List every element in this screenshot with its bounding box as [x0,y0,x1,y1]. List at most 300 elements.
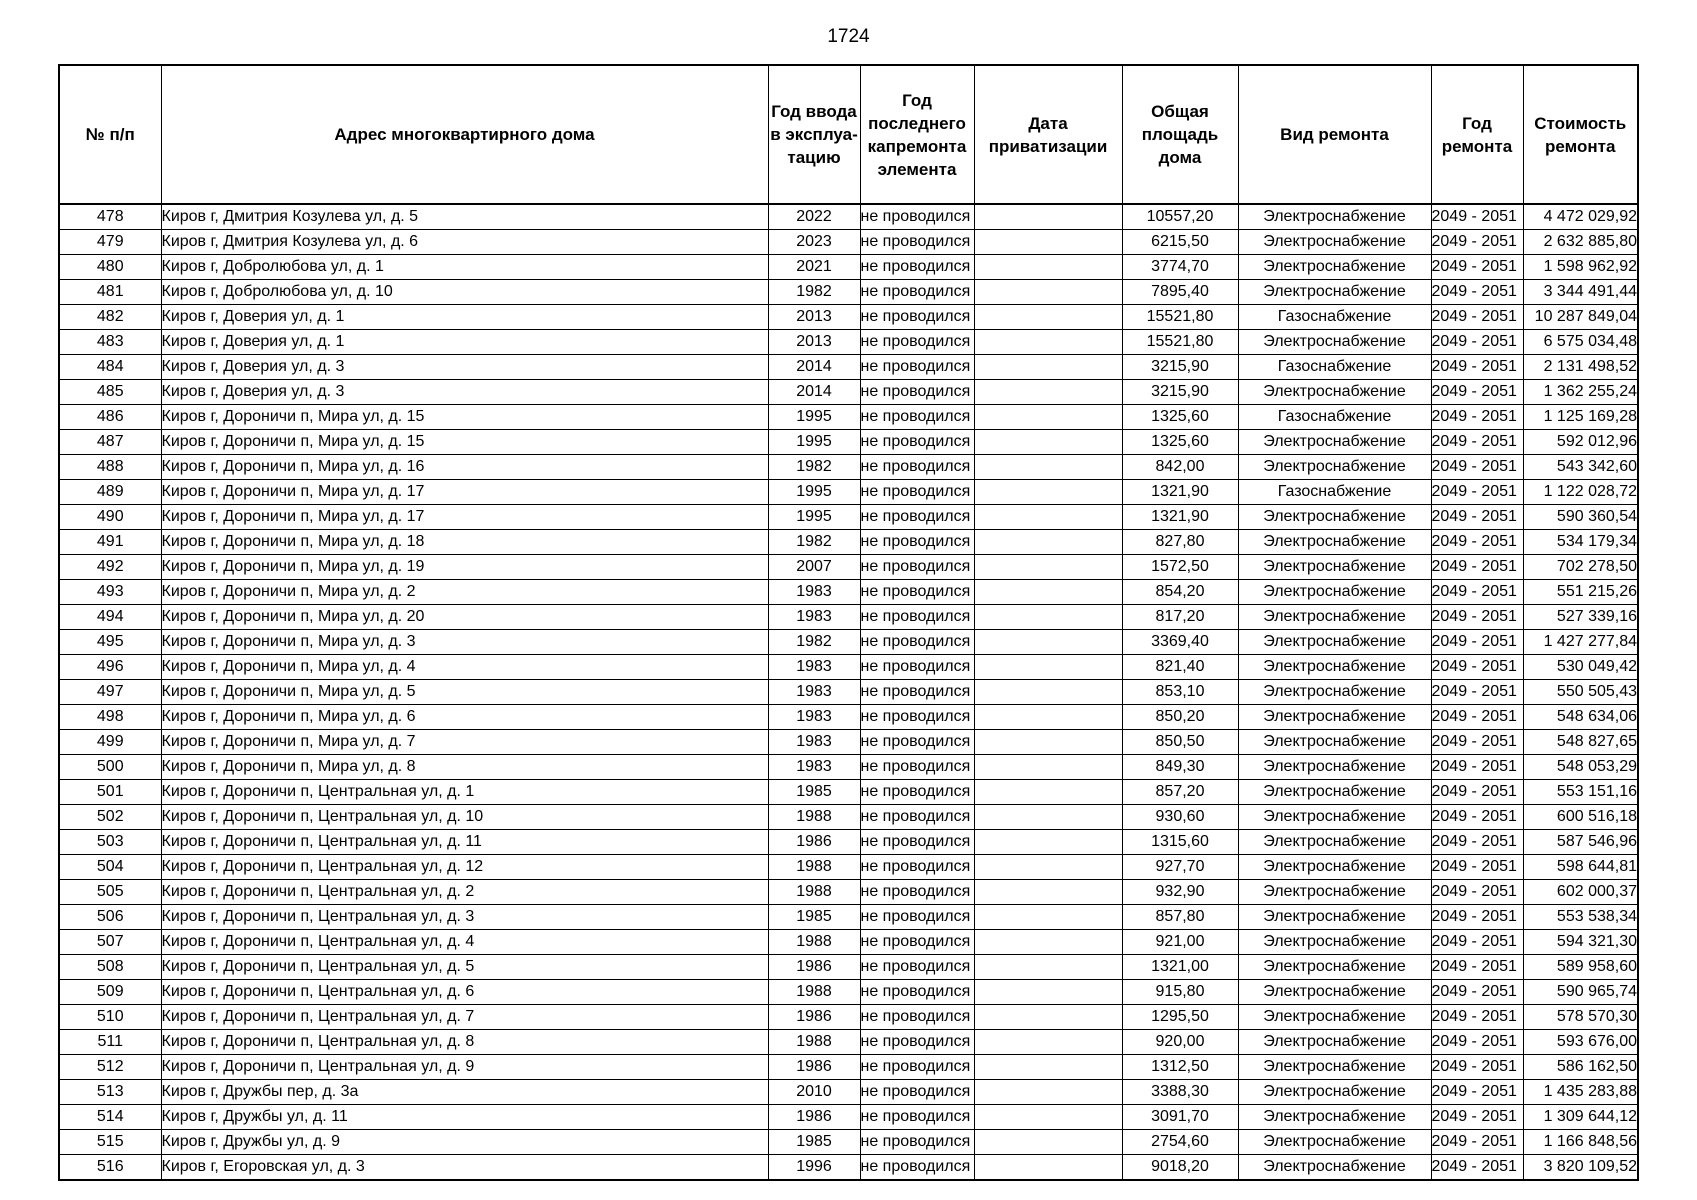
cell-privatization [974,204,1122,230]
cell-repair-period: 2049 - 2051 [1431,430,1523,455]
cell-num: 510 [59,1005,161,1030]
cell-repair-kind: Электроснабжение [1238,1130,1431,1155]
cell-last-repair: не проводился [860,455,974,480]
cell-last-repair: не проводился [860,705,974,730]
cell-privatization [974,230,1122,255]
table-row [59,780,1638,805]
header-cost: Стоимость ремонта [1523,65,1638,204]
cell-address: Киров г, Дороничи п, Мира ул, д. 20 [161,605,768,630]
cell-last-repair: не проводился [860,905,974,930]
cell-num: 499 [59,730,161,755]
header-privatization: Дата приватизации [974,65,1122,204]
cell-area: 3215,90 [1122,355,1238,380]
cell-repair-kind: Электроснабжение [1238,830,1431,855]
cell-privatization [974,830,1122,855]
table-row [59,230,1638,255]
cell-area: 1321,90 [1122,480,1238,505]
cell-privatization [974,1130,1122,1155]
table-row [59,380,1638,405]
cell-year-built: 2013 [768,330,860,355]
cell-repair-period: 2049 - 2051 [1431,980,1523,1005]
table-row [59,405,1638,430]
cell-area: 920,00 [1122,1030,1238,1055]
cell-area: 15521,80 [1122,305,1238,330]
cell-cost: 548 634,06 [1523,705,1638,730]
cell-area: 930,60 [1122,805,1238,830]
cell-privatization [974,530,1122,555]
cell-year-built: 2022 [768,204,860,230]
cell-repair-kind: Электроснабжение [1238,1155,1431,1181]
cell-num: 493 [59,580,161,605]
cell-address: Киров г, Егоровская ул, д. 3 [161,1155,768,1181]
table-row [59,204,1638,230]
cell-area: 827,80 [1122,530,1238,555]
cell-year-built: 2010 [768,1080,860,1105]
cell-year-built: 1983 [768,605,860,630]
cell-last-repair: не проводился [860,480,974,505]
cell-repair-kind: Электроснабжение [1238,905,1431,930]
cell-privatization [974,380,1122,405]
cell-cost: 1 427 277,84 [1523,630,1638,655]
cell-last-repair: не проводился [860,1080,974,1105]
cell-last-repair: не проводился [860,1030,974,1055]
cell-repair-period: 2049 - 2051 [1431,680,1523,705]
cell-repair-kind: Газоснабжение [1238,305,1431,330]
cell-cost: 593 676,00 [1523,1030,1638,1055]
cell-privatization [974,355,1122,380]
header-row [59,65,1638,204]
cell-repair-kind: Электроснабжение [1238,1030,1431,1055]
cell-address: Киров г, Добролюбова ул, д. 1 [161,255,768,280]
cell-address: Киров г, Дороничи п, Центральная ул, д. 2 [161,880,768,905]
cell-repair-period: 2049 - 2051 [1431,255,1523,280]
cell-address: Киров г, Дороничи п, Центральная ул, д. 10 [161,805,768,830]
cell-area: 3774,70 [1122,255,1238,280]
cell-address: Киров г, Дороничи п, Центральная ул, д. 12 [161,855,768,880]
cell-num: 480 [59,255,161,280]
cell-privatization [974,855,1122,880]
cell-repair-period: 2049 - 2051 [1431,505,1523,530]
cell-area: 842,00 [1122,455,1238,480]
cell-year-built: 1995 [768,405,860,430]
cell-year-built: 1995 [768,505,860,530]
cell-area: 857,20 [1122,780,1238,805]
cell-privatization [974,1055,1122,1080]
header-area: Общая площадь дома [1122,65,1238,204]
cell-address: Киров г, Доверия ул, д. 3 [161,355,768,380]
table-row [59,730,1638,755]
cell-num: 498 [59,705,161,730]
cell-repair-kind: Электроснабжение [1238,1080,1431,1105]
cell-last-repair: не проводился [860,630,974,655]
cell-cost: 1 362 255,24 [1523,380,1638,405]
cell-cost: 2 131 498,52 [1523,355,1638,380]
cell-repair-period: 2049 - 2051 [1431,305,1523,330]
cell-privatization [974,655,1122,680]
cell-repair-period: 2049 - 2051 [1431,730,1523,755]
cell-repair-period: 2049 - 2051 [1431,480,1523,505]
cell-privatization [974,905,1122,930]
cell-num: 492 [59,555,161,580]
cell-address: Киров г, Дороничи п, Мира ул, д. 19 [161,555,768,580]
table-row [59,505,1638,530]
cell-address: Киров г, Дороничи п, Центральная ул, д. 11 [161,830,768,855]
table-row [59,830,1638,855]
cell-cost: 592 012,96 [1523,430,1638,455]
cell-last-repair: не проводился [860,430,974,455]
table-row [59,355,1638,380]
cell-num: 504 [59,855,161,880]
cell-repair-kind: Электроснабжение [1238,1105,1431,1130]
cell-area: 857,80 [1122,905,1238,930]
cell-area: 15521,80 [1122,330,1238,355]
cell-cost: 548 053,29 [1523,755,1638,780]
cell-repair-kind: Газоснабжение [1238,355,1431,380]
cell-repair-kind: Электроснабжение [1238,330,1431,355]
cell-num: 487 [59,430,161,455]
table-row [59,705,1638,730]
cell-repair-period: 2049 - 2051 [1431,455,1523,480]
cell-last-repair: не проводился [860,805,974,830]
cell-address: Киров г, Дороничи п, Мира ул, д. 4 [161,655,768,680]
cell-cost: 1 309 644,12 [1523,1105,1638,1130]
cell-num: 497 [59,680,161,705]
cell-last-repair: не проводился [860,1055,974,1080]
cell-area: 3215,90 [1122,380,1238,405]
table-row [59,805,1638,830]
cell-address: Киров г, Дороничи п, Мира ул, д. 5 [161,680,768,705]
cell-num: 486 [59,405,161,430]
cell-cost: 4 472 029,92 [1523,204,1638,230]
cell-last-repair: не проводился [860,980,974,1005]
cell-repair-kind: Электроснабжение [1238,655,1431,680]
cell-privatization [974,555,1122,580]
cell-last-repair: не проводился [860,204,974,230]
cell-privatization [974,505,1122,530]
table-row [59,1030,1638,1055]
cell-year-built: 1996 [768,1155,860,1181]
cell-address: Киров г, Дружбы ул, д. 11 [161,1105,768,1130]
cell-repair-period: 2049 - 2051 [1431,830,1523,855]
cell-last-repair: не проводился [860,855,974,880]
header-address: Адрес многоквартирного дома [161,65,768,204]
cell-num: 490 [59,505,161,530]
cell-address: Киров г, Дороничи п, Центральная ул, д. 7 [161,1005,768,1030]
cell-num: 515 [59,1130,161,1155]
cell-repair-period: 2049 - 2051 [1431,555,1523,580]
cell-privatization [974,730,1122,755]
cell-last-repair: не проводился [860,655,974,680]
cell-last-repair: не проводился [860,505,974,530]
cell-area: 3388,30 [1122,1080,1238,1105]
cell-privatization [974,330,1122,355]
cell-cost: 3 820 109,52 [1523,1155,1638,1181]
table-row [59,755,1638,780]
cell-year-built: 2007 [768,555,860,580]
cell-address: Киров г, Дружбы ул, д. 9 [161,1130,768,1155]
cell-year-built: 2023 [768,230,860,255]
cell-year-built: 1983 [768,705,860,730]
cell-repair-kind: Электроснабжение [1238,930,1431,955]
cell-address: Киров г, Дороничи п, Центральная ул, д. 9 [161,1055,768,1080]
cell-repair-period: 2049 - 2051 [1431,204,1523,230]
cell-cost: 598 644,81 [1523,855,1638,880]
cell-cost: 527 339,16 [1523,605,1638,630]
cell-num: 516 [59,1155,161,1181]
cell-cost: 548 827,65 [1523,730,1638,755]
cell-repair-period: 2049 - 2051 [1431,380,1523,405]
cell-last-repair: не проводился [860,1005,974,1030]
cell-year-built: 1983 [768,580,860,605]
cell-last-repair: не проводился [860,605,974,630]
cell-address: Киров г, Дмитрия Козулева ул, д. 5 [161,204,768,230]
cell-year-built: 1985 [768,905,860,930]
cell-last-repair: не проводился [860,255,974,280]
cell-year-built: 1982 [768,455,860,480]
cell-privatization [974,1155,1122,1181]
cell-last-repair: не проводился [860,305,974,330]
cell-privatization [974,755,1122,780]
cell-area: 1315,60 [1122,830,1238,855]
cell-privatization [974,980,1122,1005]
cell-repair-kind: Электроснабжение [1238,280,1431,305]
cell-last-repair: не проводился [860,955,974,980]
cell-repair-period: 2049 - 2051 [1431,955,1523,980]
table-row [59,1155,1638,1181]
cell-year-built: 1983 [768,730,860,755]
cell-area: 2754,60 [1122,1130,1238,1155]
table-row [59,305,1638,330]
cell-address: Киров г, Дороничи п, Мира ул, д. 8 [161,755,768,780]
cell-num: 483 [59,330,161,355]
cell-privatization [974,430,1122,455]
cell-num: 506 [59,905,161,930]
table-row [59,905,1638,930]
cell-repair-period: 2049 - 2051 [1431,1155,1523,1181]
cell-repair-period: 2049 - 2051 [1431,630,1523,655]
cell-repair-kind: Электроснабжение [1238,505,1431,530]
cell-num: 500 [59,755,161,780]
header-repair-period: Год ремонта [1431,65,1523,204]
cell-repair-period: 2049 - 2051 [1431,605,1523,630]
header-last-repair: Год последнего капремонта элемента [860,65,974,204]
cell-year-built: 1986 [768,830,860,855]
cell-privatization [974,680,1122,705]
cell-repair-kind: Электроснабжение [1238,705,1431,730]
cell-num: 482 [59,305,161,330]
cell-num: 495 [59,630,161,655]
cell-repair-period: 2049 - 2051 [1431,705,1523,730]
cell-last-repair: не проводился [860,780,974,805]
cell-cost: 553 538,34 [1523,905,1638,930]
cell-privatization [974,955,1122,980]
cell-cost: 3 344 491,44 [1523,280,1638,305]
cell-num: 491 [59,530,161,555]
cell-area: 927,70 [1122,855,1238,880]
table-row [59,330,1638,355]
cell-last-repair: не проводился [860,580,974,605]
cell-privatization [974,280,1122,305]
cell-year-built: 1982 [768,280,860,305]
cell-repair-period: 2049 - 2051 [1431,755,1523,780]
cell-year-built: 1983 [768,655,860,680]
cell-repair-period: 2049 - 2051 [1431,230,1523,255]
cell-repair-kind: Электроснабжение [1238,255,1431,280]
cell-year-built: 2014 [768,380,860,405]
cell-year-built: 1983 [768,755,860,780]
table-row [59,630,1638,655]
cell-num: 485 [59,380,161,405]
cell-cost: 702 278,50 [1523,555,1638,580]
cell-repair-kind: Электроснабжение [1238,855,1431,880]
cell-cost: 1 435 283,88 [1523,1080,1638,1105]
cell-repair-kind: Электроснабжение [1238,780,1431,805]
cell-last-repair: не проводился [860,880,974,905]
table-row [59,530,1638,555]
cell-cost: 551 215,26 [1523,580,1638,605]
repair-schedule-table [58,64,1639,1181]
cell-repair-period: 2049 - 2051 [1431,805,1523,830]
cell-area: 7895,40 [1122,280,1238,305]
table-row [59,430,1638,455]
table-row [59,280,1638,305]
cell-privatization [974,1105,1122,1130]
cell-area: 1295,50 [1122,1005,1238,1030]
cell-last-repair: не проводился [860,405,974,430]
cell-address: Киров г, Дружбы пер, д. 3а [161,1080,768,1105]
cell-repair-kind: Электроснабжение [1238,630,1431,655]
cell-area: 817,20 [1122,605,1238,630]
cell-address: Киров г, Доверия ул, д. 1 [161,330,768,355]
cell-address: Киров г, Доверия ул, д. 1 [161,305,768,330]
cell-area: 3369,40 [1122,630,1238,655]
cell-privatization [974,1080,1122,1105]
cell-privatization [974,455,1122,480]
cell-cost: 530 049,42 [1523,655,1638,680]
cell-year-built: 1988 [768,805,860,830]
cell-repair-period: 2049 - 2051 [1431,905,1523,930]
header-repair-kind: Вид ремонта [1238,65,1431,204]
cell-cost: 553 151,16 [1523,780,1638,805]
cell-address: Киров г, Дороничи п, Мира ул, д. 17 [161,480,768,505]
cell-last-repair: не проводился [860,730,974,755]
cell-privatization [974,930,1122,955]
cell-last-repair: не проводился [860,755,974,780]
cell-year-built: 1988 [768,1030,860,1055]
cell-year-built: 1988 [768,880,860,905]
table-row [59,1105,1638,1130]
cell-repair-kind: Электроснабжение [1238,755,1431,780]
cell-cost: 600 516,18 [1523,805,1638,830]
cell-year-built: 1988 [768,930,860,955]
cell-repair-period: 2049 - 2051 [1431,780,1523,805]
cell-privatization [974,780,1122,805]
cell-privatization [974,705,1122,730]
cell-repair-kind: Электроснабжение [1238,580,1431,605]
cell-cost: 543 342,60 [1523,455,1638,480]
cell-repair-kind: Электроснабжение [1238,455,1431,480]
cell-cost: 594 321,30 [1523,930,1638,955]
cell-year-built: 1986 [768,1105,860,1130]
cell-num: 479 [59,230,161,255]
page-number: 1724 [827,26,870,47]
cell-year-built: 1985 [768,1130,860,1155]
cell-repair-period: 2049 - 2051 [1431,1005,1523,1030]
cell-address: Киров г, Дороничи п, Мира ул, д. 7 [161,730,768,755]
cell-privatization [974,305,1122,330]
table-row [59,880,1638,905]
cell-repair-period: 2049 - 2051 [1431,1105,1523,1130]
cell-privatization [974,480,1122,505]
cell-repair-kind: Газоснабжение [1238,480,1431,505]
cell-year-built: 1995 [768,430,860,455]
cell-repair-kind: Электроснабжение [1238,430,1431,455]
cell-last-repair: не проводился [860,680,974,705]
cell-privatization [974,605,1122,630]
cell-year-built: 1995 [768,480,860,505]
table-body [59,204,1638,1180]
cell-repair-kind: Электроснабжение [1238,680,1431,705]
cell-address: Киров г, Дороничи п, Мира ул, д. 15 [161,405,768,430]
cell-repair-period: 2049 - 2051 [1431,580,1523,605]
cell-repair-kind: Электроснабжение [1238,605,1431,630]
cell-cost: 586 162,50 [1523,1055,1638,1080]
table-row [59,1080,1638,1105]
cell-repair-period: 2049 - 2051 [1431,1130,1523,1155]
table-row [59,980,1638,1005]
cell-area: 1325,60 [1122,405,1238,430]
cell-repair-kind: Электроснабжение [1238,204,1431,230]
cell-privatization [974,805,1122,830]
cell-num: 501 [59,780,161,805]
cell-address: Киров г, Дмитрия Козулева ул, д. 6 [161,230,768,255]
cell-num: 508 [59,955,161,980]
cell-last-repair: не проводился [860,380,974,405]
cell-repair-period: 2049 - 2051 [1431,355,1523,380]
cell-year-built: 1986 [768,1055,860,1080]
cell-address: Киров г, Дороничи п, Центральная ул, д. 6 [161,980,768,1005]
cell-last-repair: не проводился [860,330,974,355]
cell-repair-period: 2049 - 2051 [1431,280,1523,305]
cell-last-repair: не проводился [860,280,974,305]
cell-last-repair: не проводился [860,930,974,955]
cell-area: 932,90 [1122,880,1238,905]
table-row [59,605,1638,630]
cell-address: Киров г, Дороничи п, Мира ул, д. 3 [161,630,768,655]
cell-repair-period: 2049 - 2051 [1431,405,1523,430]
cell-address: Киров г, Дороничи п, Мира ул, д. 2 [161,580,768,605]
cell-num: 513 [59,1080,161,1105]
cell-repair-kind: Электроснабжение [1238,230,1431,255]
cell-cost: 6 575 034,48 [1523,330,1638,355]
cell-year-built: 1983 [768,680,860,705]
cell-repair-period: 2049 - 2051 [1431,655,1523,680]
cell-repair-kind: Электроснабжение [1238,980,1431,1005]
cell-privatization [974,880,1122,905]
cell-year-built: 1988 [768,980,860,1005]
cell-num: 478 [59,204,161,230]
cell-area: 1325,60 [1122,430,1238,455]
cell-num: 514 [59,1105,161,1130]
cell-address: Киров г, Дороничи п, Мира ул, д. 6 [161,705,768,730]
cell-address: Киров г, Дороничи п, Мира ул, д. 17 [161,505,768,530]
cell-year-built: 1986 [768,955,860,980]
cell-last-repair: не проводился [860,830,974,855]
cell-year-built: 1988 [768,855,860,880]
table-row [59,255,1638,280]
cell-address: Киров г, Дороничи п, Мира ул, д. 15 [161,430,768,455]
cell-area: 850,50 [1122,730,1238,755]
